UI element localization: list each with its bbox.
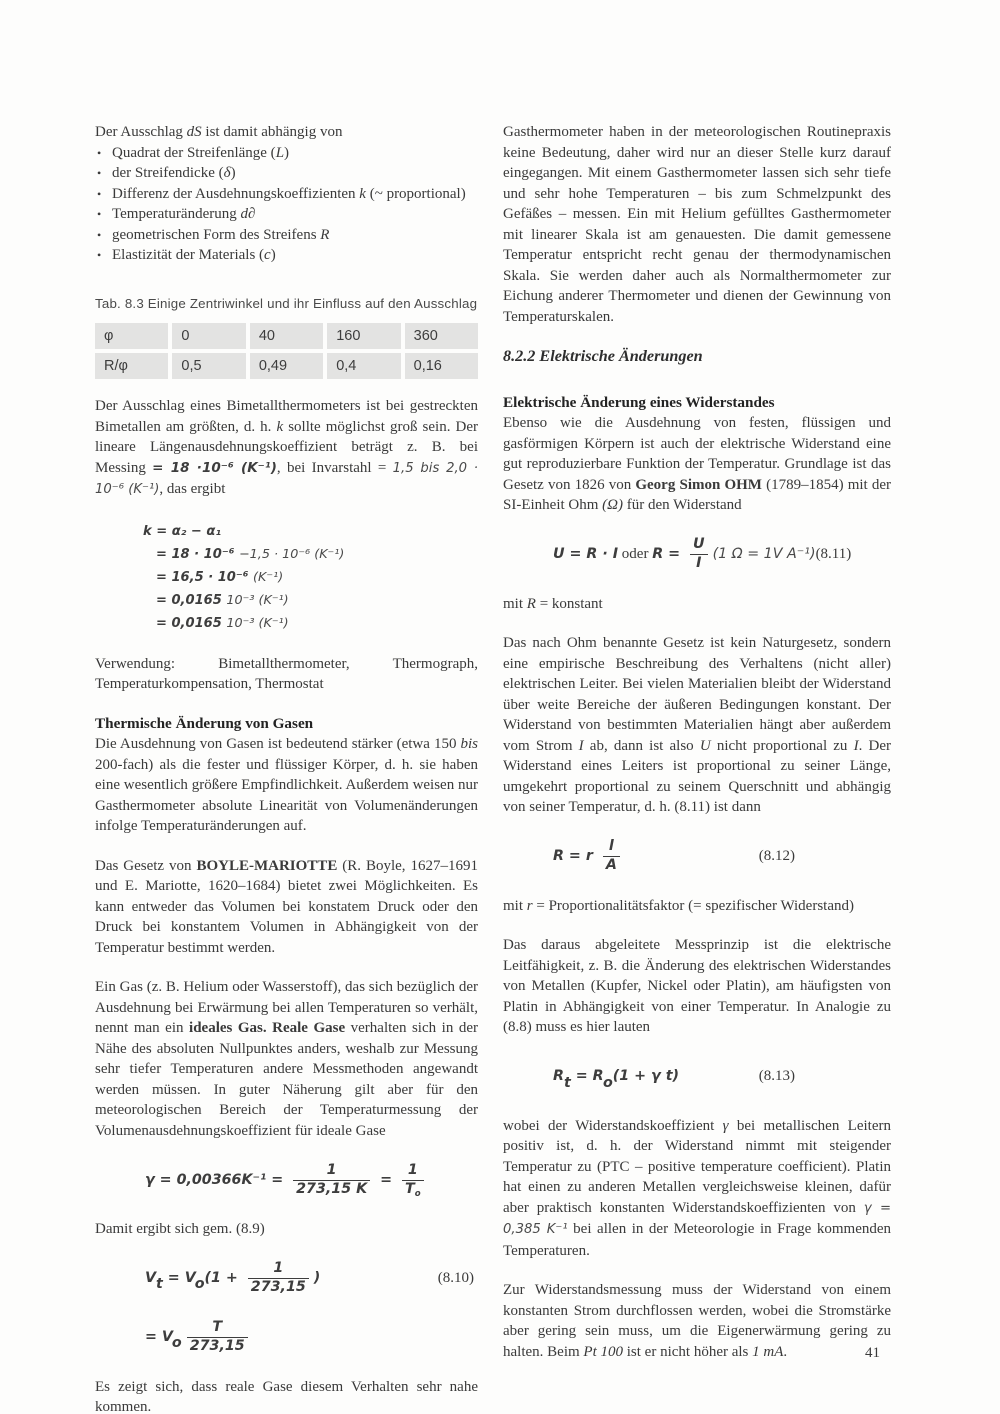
fraction: $\frac{1}{T_o}$ <box>402 1162 424 1199</box>
table-cell: 40 <box>250 323 323 349</box>
paragraph-mit-r-konstant: mit R = konstant <box>503 595 603 612</box>
table-row <box>95 323 478 349</box>
paragraph-ptc: wobei der Widerstandskoeffizient γ bei metallischen Leitern positiv ist, d. h. der Widerstand nimmt mit steigender Temperatur zu (PTC – positive temperature coefficient). Platin hat einen zu anderen Metallen vergleichsweise kleinen, dafür aber praktisch konstanten Widerstandskoeffizienten von γ = 0,385 K⁻¹ bei allen in der Meteorologie in Frage kommenden Temperaturen. <box>503 1117 892 1259</box>
formula-line: = 0,0165 10⁻³ (K⁻¹) <box>156 592 289 608</box>
table-cell: 0,49 <box>250 353 323 379</box>
data-table-8-3 <box>95 323 478 379</box>
table-row <box>95 353 478 379</box>
equation-number: (8.12) <box>758 848 795 865</box>
page-number: 41 <box>865 1345 880 1361</box>
formula-line: k = α₂ − α₁ <box>143 523 222 539</box>
heading-section-8-2-2: 8.2.2 Elektrische Änderungen <box>503 347 703 365</box>
table-cell: 160 <box>327 323 400 349</box>
paragraph-reale-gase: Es zeigt sich, dass reale Gase diesem Verhalten sehr nahe kommen. <box>95 1378 478 1414</box>
paragraph-bimetall: Der Ausschlag eines Bimetallthermometers ist bei gestreckten Bimetallen am größten, d. h. k sollte möglichst groß sein. Der lineare Längenausdehnungskoeffizient beträgt z. B. bei Messing = 18 ·10⁻⁶ (K⁻¹), bei Invarstahl = 1,5 bis 2,0 · 10⁻⁶ (K⁻¹), das ergibt <box>95 398 478 497</box>
bullet-item: • geometrischen Form des Streifens R <box>95 225 478 246</box>
bullet-item: • Temperaturänderung d∂ <box>95 204 478 225</box>
paragraph-ausdehnung-gase: Die Ausdehnung von Gasen ist bedeutend stärker (etwa 150 bis 200-fach) als die fester und flüssiger Körper, d. h. sie haben eine wesentlich größere Empfindlichkeit. Außerdem weisen nur Gasthermometer absolute Linearität von Volumenänderungen infolge Temperaturänderungen auf. <box>95 736 478 834</box>
right-column <box>503 122 891 1414</box>
table-cell: R/φ <box>95 353 168 379</box>
fraction: $\frac{1}{273,15}$ <box>248 1260 309 1297</box>
paragraph-damit-ergibt: Damit ergibt sich gem. (8.9) <box>95 1221 265 1237</box>
paragraph-ideales-gas: Ein Gas (z. B. Helium oder Wasserstoff), das sich bezüglich der Ausdehnung bei Erwärmung bei allen Temperaturen so verhält, nennt man ein ideales Gas. Reale Gase verhalten sich in der Nähe des absoluten Nullpunktes anders, weshalb zur Messung sehr tiefer Temperaturen andere Messmethoden angewandt werden müssen. In guter Näherung gilt aber für den meteorologischen Bereich der Temperaturmessung der Volumenausdehnungskoeffizient für ideale Gase <box>95 979 478 1139</box>
table-cell: 0 <box>172 323 245 349</box>
paragraph-messprinzip: Das daraus abgeleitete Messprinzip ist die elektrische Leitfähigkeit, z. B. die Änderung des elektrischen Widerstandes von Metallen (Kupfer, Nickel oder Platin), am häufigsten von Platin in Abhängigkeit von einer Temperatur. In Analogie zu (8.8) muss es hier lauten <box>503 937 891 1035</box>
table-cell: 0,5 <box>172 353 245 379</box>
fraction: $\frac{T}{273,15}$ <box>187 1319 248 1356</box>
formula-line: = 0,0165 10⁻³ (K⁻¹) <box>156 615 289 631</box>
fraction: $\frac{1}{273,15 K}$ <box>293 1162 370 1199</box>
paragraph-widerstandsmessung: Zur Widerstandsmessung muss der Widerstand von einem konstanten Strom durchflossen werden, wobei die Stromstärke aber gering sein muss, um die Eigenerwärmung gering zu halten. Beim Pt 100 ist er nicht höher als 1 mA. <box>503 1282 891 1360</box>
formula-gamma: γ = 0,00366K⁻¹ = $\frac{1}{273,15 K}$ = $\frac{1}{T_o}$ <box>145 1160 478 1200</box>
equation-number: (8.11) <box>815 546 852 563</box>
equation-number: (8.13) <box>758 1068 795 1085</box>
paragraph-mit-r-faktor: mit r = Proportionalitätsfaktor (= spezifischer Widerstand) <box>503 897 854 914</box>
heading-thermische-aenderung: Thermische Änderung von Gasen <box>95 714 314 732</box>
paragraph-ausschlag-intro: Der Ausschlag dS ist damit abhängig von <box>95 124 343 140</box>
bullet-item: • Differenz der Ausdehnungskoeffizienten k (~ proportional) <box>95 184 478 205</box>
formula-8-12: R = r $\frac{l}{A}$ (8.12) <box>553 838 795 873</box>
formula-8-10-continued: = Vo $\frac{T}{273,15}$ <box>145 1318 478 1358</box>
fraction: $\frac{l}{A}$ <box>603 838 620 875</box>
paragraph-ohm-intro: Ebenso wie die Ausdehnung von festen, flüssigen und gasförmigen Körpern ist auch der elektrische Widerstand eine gut reproduzierbare Funktion der Temperatur. Grundlage ist das Gesetz von 1826 von Georg Simon OHM (1789–1854) mit der SI-Einheit Ohm (Ω) für den Widerstand <box>503 415 891 513</box>
fraction: $\frac{U}{I}$ <box>690 536 708 573</box>
paragraph-ohm-gesetz: Das nach Ohm benannte Gesetz ist kein Naturgesetz, sondern eine empirische Beschreibung des Verhaltens (nicht aller) elektrischen Leiter. Bei vielen Materialien bleibt der Widerstand über weite Bereiche der äußeren Bedingungen konstant. Der Widerstand von bestimmten Materialien hängt aber außerdem vom Strom I ab, dann ist also U nicht proportional zu I. Der Widerstand eines Leiters ist proportional zu seiner Länge, umgekehrt proportional zu seinem Querschnitt und abhängig von seiner Temperatur, d. h. (8.11) ist dann <box>503 635 891 815</box>
bullet-item: • der Streifendicke (δ) <box>95 163 478 184</box>
bullet-item: • Elastizität der Materials (c) <box>95 245 478 266</box>
table-caption: Tab. 8.3 Einige Zentriwinkel und ihr Einfluss auf den Ausschlag <box>95 295 478 311</box>
paragraph-verwendung: Verwendung: Bimetallthermometer, Thermograph, Temperaturkompensation, Thermostat <box>95 655 478 692</box>
table-cell: 0,16 <box>405 353 478 379</box>
paragraph-boyle-mariotte: Das Gesetz von BOYLE-MARIOTTE (R. Boyle, 1627–1691 und E. Mariotte, 1620–1684) bietet zwei Möglichkeiten. Es kann entweder das Volumen bei konstatem Druck oder den Druck bei konstantem Volumen in Abhängigkeit von der Temperatur bestimmt werden. <box>95 857 478 956</box>
formula-k-block <box>143 520 478 635</box>
equation-number: (8.10) <box>437 1270 474 1287</box>
formula-8-13: Rt = Ro(1 + γ t) (8.13) <box>553 1068 795 1091</box>
formula-line: = 16,5 · 10⁻⁶ (K⁻¹) <box>156 569 284 585</box>
table-cell: 0,4 <box>327 353 400 379</box>
formula-text: γ = 0,00366K⁻¹ = <box>145 1171 289 1188</box>
heading-elektrische-aenderung: Elektrische Änderung eines Widerstandes <box>503 393 775 411</box>
table-cell: φ <box>95 323 168 349</box>
paragraph-gasthermometer: Gasthermometer haben in der meteorologischen Routinepraxis keine Bedeutung, daher wird nur an dieser Stelle kurz darauf eingegangen. Mit einem Gasthermometer lassen sich sehr tiefe und sehr hohe Temperaturen – bis zum Schmelzpunkt des Gefäßes – messen. Ein mit Helium gefülltes Gasthermometer mit linearer Skala ist am genauesten. Die damit gemessene Temperatur entspricht recht genau der thermodynamischen Skala. Sie werden daher auch als Normalthermometer zur Eichung anderer Thermometer und dienen der Gewinnung von Temperaturskalen. <box>503 124 891 325</box>
bullet-list-dependencies <box>95 143 478 266</box>
formula-line: = 18 · 10⁻⁶ −1,5 · 10⁻⁶ (K⁻¹) <box>156 546 345 562</box>
bullet-item: • Quadrat der Streifenlänge (L) <box>95 143 478 164</box>
table-cell: 360 <box>405 323 478 349</box>
formula-8-10: Vt = Vo(1 + $\frac{1}{273,15}$ ) (8.10) <box>145 1260 474 1295</box>
left-column <box>95 122 478 1414</box>
formula-8-11: U = R · I oder R = $\frac{U}{I}$ (1 Ω = 1V A⁻¹) (8.11) <box>553 536 852 571</box>
